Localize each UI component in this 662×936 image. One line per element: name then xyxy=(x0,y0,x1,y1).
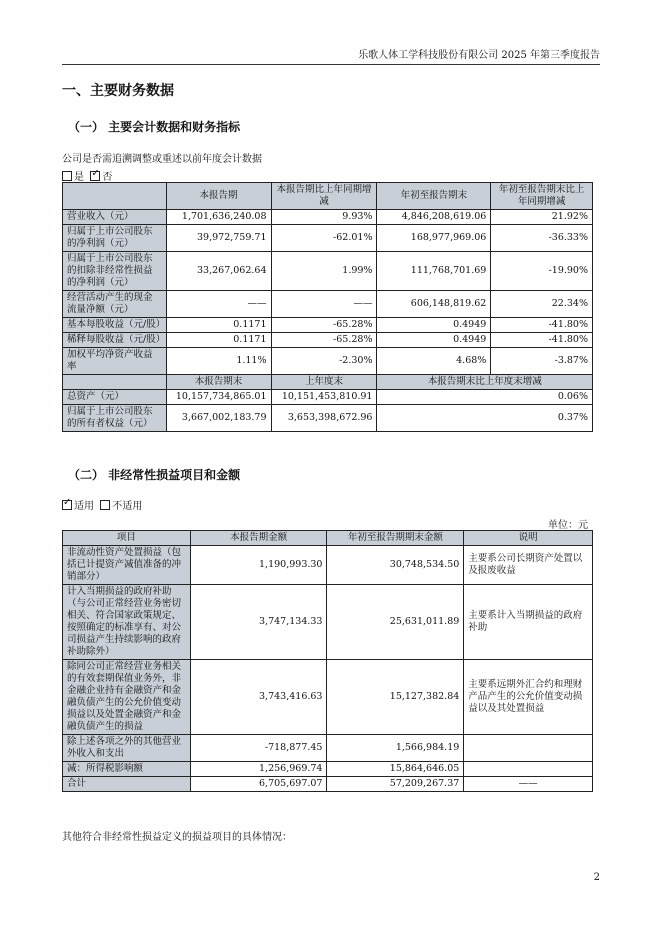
value-cell: 0.1171 xyxy=(166,333,271,348)
value-cell: -62.01% xyxy=(271,225,377,252)
value-cell: 33,267,062.64 xyxy=(166,252,271,291)
value-cell: 1,566,984.19 xyxy=(327,735,464,762)
unit-label: 单位：元 xyxy=(548,520,588,531)
value-cell: -41.80% xyxy=(491,318,593,333)
option-yes-label: 是 xyxy=(74,172,84,183)
table-row xyxy=(63,585,593,660)
value-cell: 6,705,697.07 xyxy=(190,777,327,792)
header-cell: 本报告期比上年同期增减 xyxy=(271,183,377,210)
value-cell: 22.34% xyxy=(491,291,593,318)
table-row xyxy=(63,318,593,333)
value-cell: 3,747,134.33 xyxy=(190,585,327,660)
value-cell: -19.90% xyxy=(491,252,593,291)
value-cell: 3,667,002,183.79 xyxy=(166,405,271,432)
table-row xyxy=(63,225,593,252)
value-cell: 39,972,759.71 xyxy=(166,225,271,252)
table-row xyxy=(63,777,593,792)
row-label-cell: 计入当期损益的政府补助（与公司正常经营业务密切相关、符合国家政策规定、按照确定的标准享有、对公司损益产生持续影响的政府补助除外） xyxy=(63,585,191,660)
table-row xyxy=(63,390,593,405)
row-label-cell: 归属于上市公司股东的净利润（元） xyxy=(63,225,167,252)
restatement-question: 公司是否需追溯调整或重述以前年度会计数据 xyxy=(62,154,262,165)
value-cell: -2.30% xyxy=(271,348,377,375)
value-cell: 9.93% xyxy=(271,210,377,225)
value-cell: 1,190,993.30 xyxy=(190,546,327,585)
header-cell: 上年度末 xyxy=(271,375,377,390)
footer-note: 其他符合非经常性损益定义的损益项目的具体情况： xyxy=(62,832,292,843)
row-label-cell: 稀释每股收益（元/股） xyxy=(63,333,167,348)
value-cell: 4,846,208,619.06 xyxy=(377,210,491,225)
value-cell: 15,127,382.84 xyxy=(327,660,464,735)
table-row xyxy=(63,333,593,348)
value-cell: 4.68% xyxy=(377,348,491,375)
value-cell: 0.06% xyxy=(377,390,593,405)
table-header-row xyxy=(63,531,593,546)
option-na-label: 不适用 xyxy=(112,501,143,512)
row-label-cell: 归属于上市公司股东的所有者权益（元） xyxy=(63,405,167,432)
value-cell: 0.4949 xyxy=(377,318,491,333)
value-cell: 30,748,534.50 xyxy=(327,546,464,585)
header-cell: 本报告期末比上年度末增减 xyxy=(377,375,593,390)
row-label-cell: 经营活动产生的现金流量净额（元） xyxy=(63,291,167,318)
value-cell: 1,701,636,240.08 xyxy=(166,210,271,225)
table-row xyxy=(63,405,593,432)
table-row xyxy=(63,348,593,375)
page-number: 2 xyxy=(593,872,600,883)
section-title: 一、主要财务数据 xyxy=(62,83,174,99)
header-cell: 本报告期 xyxy=(166,183,271,210)
option-no-label: 否 xyxy=(102,172,113,183)
value-cell: —— xyxy=(166,291,271,318)
header-cell xyxy=(63,375,167,390)
value-cell: 168,977,969.06 xyxy=(377,225,491,252)
value-cell: 0.1171 xyxy=(166,318,271,333)
header-cell: 年初至报告期期末金额 xyxy=(327,531,464,546)
row-label-cell: 非流动性资产处置损益（包括已计提资产减值准备的冲销部分） xyxy=(63,546,191,585)
value-cell: —— xyxy=(271,291,377,318)
non-recurring-table xyxy=(62,530,593,792)
table-header-row-2 xyxy=(63,375,593,390)
table-header-row xyxy=(63,183,593,210)
table-row xyxy=(63,735,593,762)
checkbox-apply-checked[interactable] xyxy=(62,500,72,510)
header-cell: 本报告期金额 xyxy=(190,531,327,546)
table-row xyxy=(63,210,593,225)
value-cell: 0.37% xyxy=(377,405,593,432)
option-apply-label: 适用 xyxy=(74,501,94,512)
value-cell: 10,151,453,810.91 xyxy=(271,390,377,405)
value-cell: 1.11% xyxy=(166,348,271,375)
row-label-cell: 除上述各项之外的其他营业外收入和支出 xyxy=(63,735,191,762)
value-cell: -36.33% xyxy=(491,225,593,252)
table-row xyxy=(63,660,593,735)
table-row xyxy=(63,291,593,318)
row-label-cell: 除同公司正常经营业务相关的有效套期保值业务外，非金融企业持有金融资产和金融负债产生的公允价值变动损益以及处置金融资产和金融负债产生的损益 xyxy=(63,660,191,735)
key-financial-table xyxy=(62,182,593,432)
table-row xyxy=(63,762,593,777)
checkbox-na[interactable] xyxy=(100,500,110,510)
value-cell: 606,148,819.62 xyxy=(377,291,491,318)
header-cell xyxy=(63,183,167,210)
row-label-cell: 营业收入（元） xyxy=(63,210,167,225)
value-cell: -65.28% xyxy=(271,333,377,348)
row-label-cell: 总资产（元） xyxy=(63,390,167,405)
table-row xyxy=(63,546,593,585)
value-cell: 57,209,267.37 xyxy=(327,777,464,792)
value-cell: 1,256,969.74 xyxy=(190,762,327,777)
subsection-title-2: （二） 非经常性损益项目和金额 xyxy=(68,468,241,482)
page-header: 乐歌人体工学科技股份有限公司 2025 年第三季度报告 xyxy=(62,46,600,65)
value-cell: 3,653,398,672.96 xyxy=(271,405,377,432)
header-cell: 年初至报告期末 xyxy=(377,183,491,210)
value-cell: 111,768,701.69 xyxy=(377,252,491,291)
row-label-cell: 减：所得税影响额 xyxy=(63,762,191,777)
checkbox-yes[interactable] xyxy=(62,171,72,181)
header-cell: 说明 xyxy=(464,531,593,546)
row-label-cell: 基本每股收益（元/股） xyxy=(63,318,167,333)
value-cell: -3.87% xyxy=(491,348,593,375)
note-cell: —— xyxy=(464,777,593,792)
checkbox-no-checked[interactable] xyxy=(90,171,100,181)
note-cell: 主要系公司长期资产处置以及报废收益 xyxy=(464,546,593,585)
restatement-options xyxy=(62,168,112,183)
row-label-cell: 归属于上市公司股东的扣除非经常性损益的净利润（元） xyxy=(63,252,167,291)
value-cell: 21.92% xyxy=(491,210,593,225)
value-cell: 15,864,646.05 xyxy=(327,762,464,777)
header-cell: 年初至报告期末比上年同期增减 xyxy=(491,183,593,210)
note-cell xyxy=(464,735,593,762)
value-cell: 1.99% xyxy=(271,252,377,291)
note-cell: 主要系计入当期损益的政府补助 xyxy=(464,585,593,660)
row-label-cell: 合计 xyxy=(63,777,191,792)
header-cell: 本报告期末 xyxy=(166,375,271,390)
value-cell: 0.4949 xyxy=(377,333,491,348)
value-cell: -65.28% xyxy=(271,318,377,333)
table-row xyxy=(63,252,593,291)
subsection-title-1: （一） 主要会计数据和财务指标 xyxy=(68,120,241,134)
row-label-cell: 加权平均净资产收益率 xyxy=(63,348,167,375)
value-cell: -718,877.45 xyxy=(190,735,327,762)
value-cell: 3,743,416.63 xyxy=(190,660,327,735)
value-cell: 10,157,734,865.01 xyxy=(166,390,271,405)
note-cell: 主要系远期外汇合约和理财产品产生的公允价值变动损益以及其处置损益 xyxy=(464,660,593,735)
note-cell xyxy=(464,762,593,777)
header-cell: 项目 xyxy=(63,531,191,546)
applicability-options xyxy=(62,497,142,512)
value-cell: -41.80% xyxy=(491,333,593,348)
value-cell: 25,631,011.89 xyxy=(327,585,464,660)
